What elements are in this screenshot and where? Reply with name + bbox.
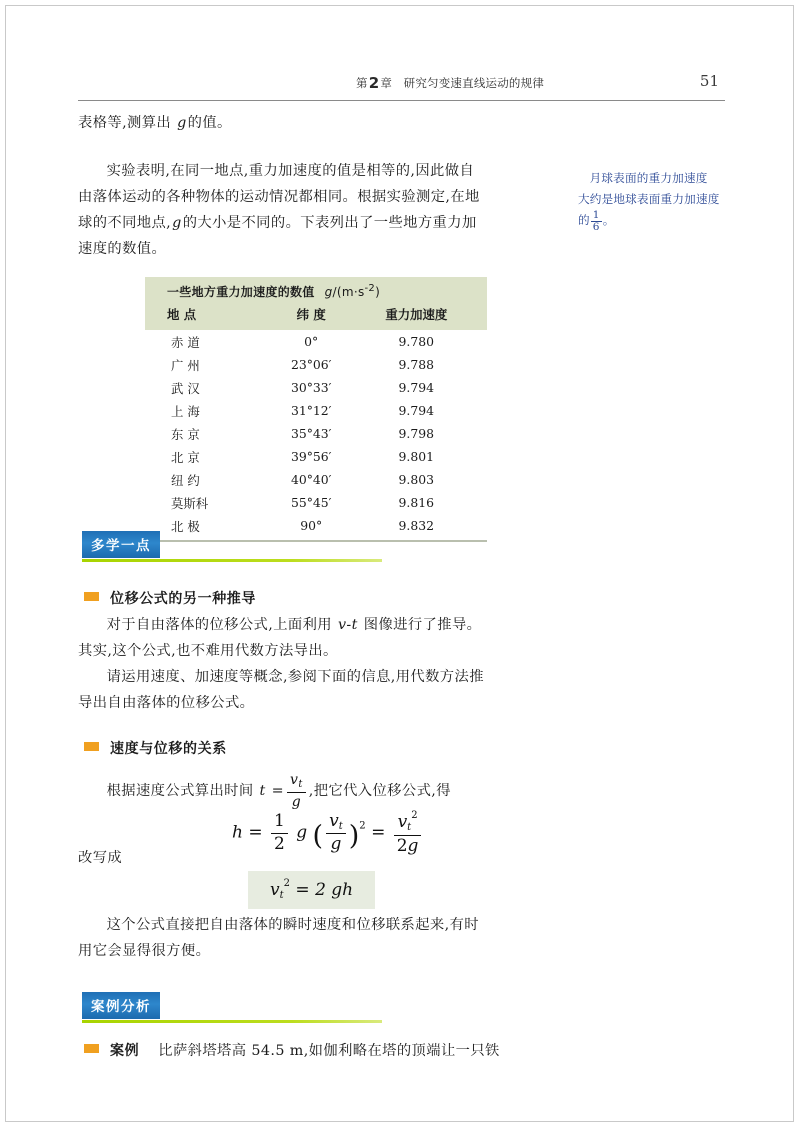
subheading-velocity-displacement-text: 速度与位移的关系 <box>110 741 227 757</box>
section-bar-case-analysis <box>82 1020 382 1023</box>
header-rule <box>78 100 725 101</box>
para-intro-line-4: 速度的数值。 <box>78 241 167 257</box>
table-row <box>145 445 487 468</box>
table-column-header-place: 地 点 <box>145 302 271 330</box>
margin-note-line-3-post: 。 <box>602 213 615 227</box>
para-intro-line-3-post: 的大小是不同的。下表列出了一些地方重力加 <box>182 215 477 231</box>
para-derivation-line-2: 其实,这个公式,也不难用代数方法导出。 <box>78 643 338 659</box>
equation-vt2-over-2g: $\frac{v_t^2}{2g}$ <box>391 810 425 856</box>
cell-place: 广州 <box>171 357 204 373</box>
page-header <box>78 72 725 102</box>
table-caption-text: 一些地方重力加速度的数值 <box>167 285 315 299</box>
section-header-case-analysis <box>82 992 382 1023</box>
cell-latitude: 39°56′ <box>290 449 332 464</box>
table-row <box>145 399 487 422</box>
para-derivation2-line-2: 导出自由落体的位移公式。 <box>78 695 255 711</box>
fraction-num-subscript-t: t <box>298 779 303 790</box>
page-number: 51 <box>699 72 719 90</box>
section-header-more-learning <box>82 531 382 562</box>
table-caption-cell <box>145 277 487 302</box>
margin-note-line-3-pre: 的 <box>578 213 590 227</box>
header-chapter-title <box>356 74 544 92</box>
orange-square-bullet-icon <box>84 1044 99 1053</box>
cell-place: 赤道 <box>171 334 204 350</box>
table-column-header-latitude: 纬 度 <box>271 302 352 330</box>
fraction-num-v: v <box>290 772 299 788</box>
para-top-var-g: g <box>177 115 187 131</box>
equation-close-paren: ) <box>348 820 360 852</box>
para-time-fraction-numerator <box>287 772 306 793</box>
section-bar-more-learning <box>82 559 382 562</box>
equation-vt-over-g: $\frac{v_t}{g}$ <box>323 812 349 855</box>
table-column-header-row <box>145 302 487 330</box>
orange-square-bullet-icon <box>84 742 99 751</box>
section-badge-case-analysis: 案例分析 <box>82 992 160 1019</box>
table-row <box>145 376 487 399</box>
table-caption-unit <box>315 285 380 299</box>
table-column-header-gravity: 重力加速度 <box>352 302 487 330</box>
table-caption-row <box>145 277 487 302</box>
para-time-fraction <box>284 772 309 810</box>
table-row <box>145 468 487 491</box>
margin-note-moon-gravity <box>578 168 738 233</box>
para-derivation-line-1-pre: 对于自由落体的位移公式,上面利用 <box>106 617 332 633</box>
cell-latitude: 55°45′ <box>290 495 332 510</box>
para-derivation-vt-graph-label: v-t <box>337 617 358 633</box>
para-top-pre: 表格等,测算出 <box>78 115 172 131</box>
margin-note-line-1: 月球表面的重力加速度 <box>589 171 708 185</box>
paragraph-derivation-1 <box>78 612 548 664</box>
margin-note-fraction-numerator: 1 <box>592 209 600 222</box>
header-chapter-prefix: 第 <box>356 76 368 90</box>
header-chapter-suffix: 章 <box>380 76 393 90</box>
cell-latitude: 90° <box>300 518 323 533</box>
table-row <box>145 353 487 376</box>
para-time-fraction-denominator: g <box>291 793 302 810</box>
subheading-velocity-displacement <box>84 738 227 758</box>
para-time-equals: = <box>271 782 285 799</box>
cell-latitude: 0° <box>304 334 319 349</box>
subheading-displacement-derivation <box>84 588 256 608</box>
para-intro-line-3 <box>78 210 558 236</box>
margin-note-line-2: 大约是地球表面重力加速度 <box>578 192 720 206</box>
cell-place: 上海 <box>171 403 204 419</box>
header-title-text: 研究匀变速直线运动的规律 <box>403 76 545 90</box>
boxed-equation-vt2-equals-2gh: $v_t^2 = 2$ gh <box>248 871 375 909</box>
para-time-pre: 根据速度公式算出时间 <box>106 782 254 799</box>
cell-latitude: 35°43′ <box>290 426 332 441</box>
equation-open-paren: ( <box>312 820 324 852</box>
para-time-post: ,把它代入位移公式,得 <box>308 782 451 799</box>
para-time-var-t: t <box>259 782 266 799</box>
table-body <box>145 330 487 537</box>
paragraph-gravity-intro <box>78 158 558 262</box>
cell-gravity: 9.832 <box>398 518 435 533</box>
para-intro-line-1: 实验表明,在同一地点,重力加速度的值是相等的,因此做自 <box>106 163 475 179</box>
paragraph-time-substitution <box>78 772 548 810</box>
margin-note-fraction <box>590 210 603 232</box>
table-row <box>145 491 487 514</box>
cell-gravity: 9.794 <box>398 380 435 395</box>
equation-displacement-derivation: h = $\frac{1}{2}$ g ( $\frac{v_t}{g}$ )$^2$ = $\frac{v_t^2}{2g}$ <box>232 810 424 856</box>
subheading-displacement-derivation-text: 位移公式的另一种推导 <box>110 591 256 607</box>
paragraph-formula-conclusion <box>78 912 548 964</box>
cell-place: 东京 <box>171 426 204 442</box>
cell-place: 北极 <box>171 518 204 534</box>
para-derivation2-line-1: 请运用速度、加速度等概念,参阅下面的信息,用代数方法推 <box>106 669 484 685</box>
table-caption-unit-close: ) <box>375 285 381 299</box>
para-intro-line-3-pre: 球的不同地点, <box>78 215 172 231</box>
paragraph-derivation-2 <box>78 664 548 716</box>
gravity-data-table <box>145 277 487 537</box>
cell-gravity: 9.801 <box>398 449 435 464</box>
margin-note-line-3 <box>578 210 738 233</box>
cell-place: 莫斯科 <box>171 495 209 511</box>
para-conclusion-line-2: 用它会显得很方便。 <box>78 943 211 959</box>
equation-half-fraction: $\frac{1}{2}$ <box>268 812 291 854</box>
case-label: 案例 <box>110 1043 140 1059</box>
para-derivation-line-1 <box>78 612 548 638</box>
header-chapter-number: 2 <box>368 74 380 92</box>
cell-latitude: 30°33′ <box>290 380 332 395</box>
cell-latitude: 31°12′ <box>290 403 332 418</box>
label-rewrite-as: 改写成 <box>78 850 123 866</box>
section-badge-more-learning: 多学一点 <box>82 531 160 558</box>
orange-square-bullet-icon <box>84 592 99 601</box>
cell-latitude: 23°06′ <box>290 357 332 372</box>
para-top-post: 的值。 <box>187 115 232 131</box>
margin-note-fraction-denominator: 6 <box>592 221 600 233</box>
para-conclusion-line-1: 这个公式直接把自由落体的瞬时速度和位移联系起来,有时 <box>106 917 479 933</box>
table-caption-unit-exponent: -2 <box>364 283 376 294</box>
gravity-table-wrapper <box>145 277 487 542</box>
paragraph-table-g-value <box>78 110 558 136</box>
cell-gravity: 9.803 <box>398 472 435 487</box>
cell-gravity: 9.794 <box>398 403 435 418</box>
table-caption-unit-rest: /(m·s <box>332 285 365 299</box>
cell-gravity: 9.788 <box>398 357 435 372</box>
cell-gravity: 9.816 <box>398 495 435 510</box>
cell-gravity: 9.780 <box>398 334 435 349</box>
cell-place: 北京 <box>171 449 204 465</box>
cell-place: 纽约 <box>171 472 204 488</box>
case-text: 比萨斜塔塔高 54.5 m,如伽利略在塔的顶端让一只铁 <box>158 1043 500 1059</box>
para-intro-line-2: 由落体运动的各种物体的运动情况都相同。根据实验测定,在地 <box>78 189 480 205</box>
table-row <box>145 330 487 353</box>
para-derivation-line-1-post: 图像进行了推导。 <box>363 617 482 633</box>
case-item <box>84 1038 500 1064</box>
cell-gravity: 9.798 <box>398 426 435 441</box>
para-intro-var-g: g <box>172 215 182 231</box>
table-caption-unit-var: g <box>324 285 333 299</box>
cell-place: 武汉 <box>171 380 204 396</box>
table-row <box>145 422 487 445</box>
cell-latitude: 40°40′ <box>290 472 332 487</box>
